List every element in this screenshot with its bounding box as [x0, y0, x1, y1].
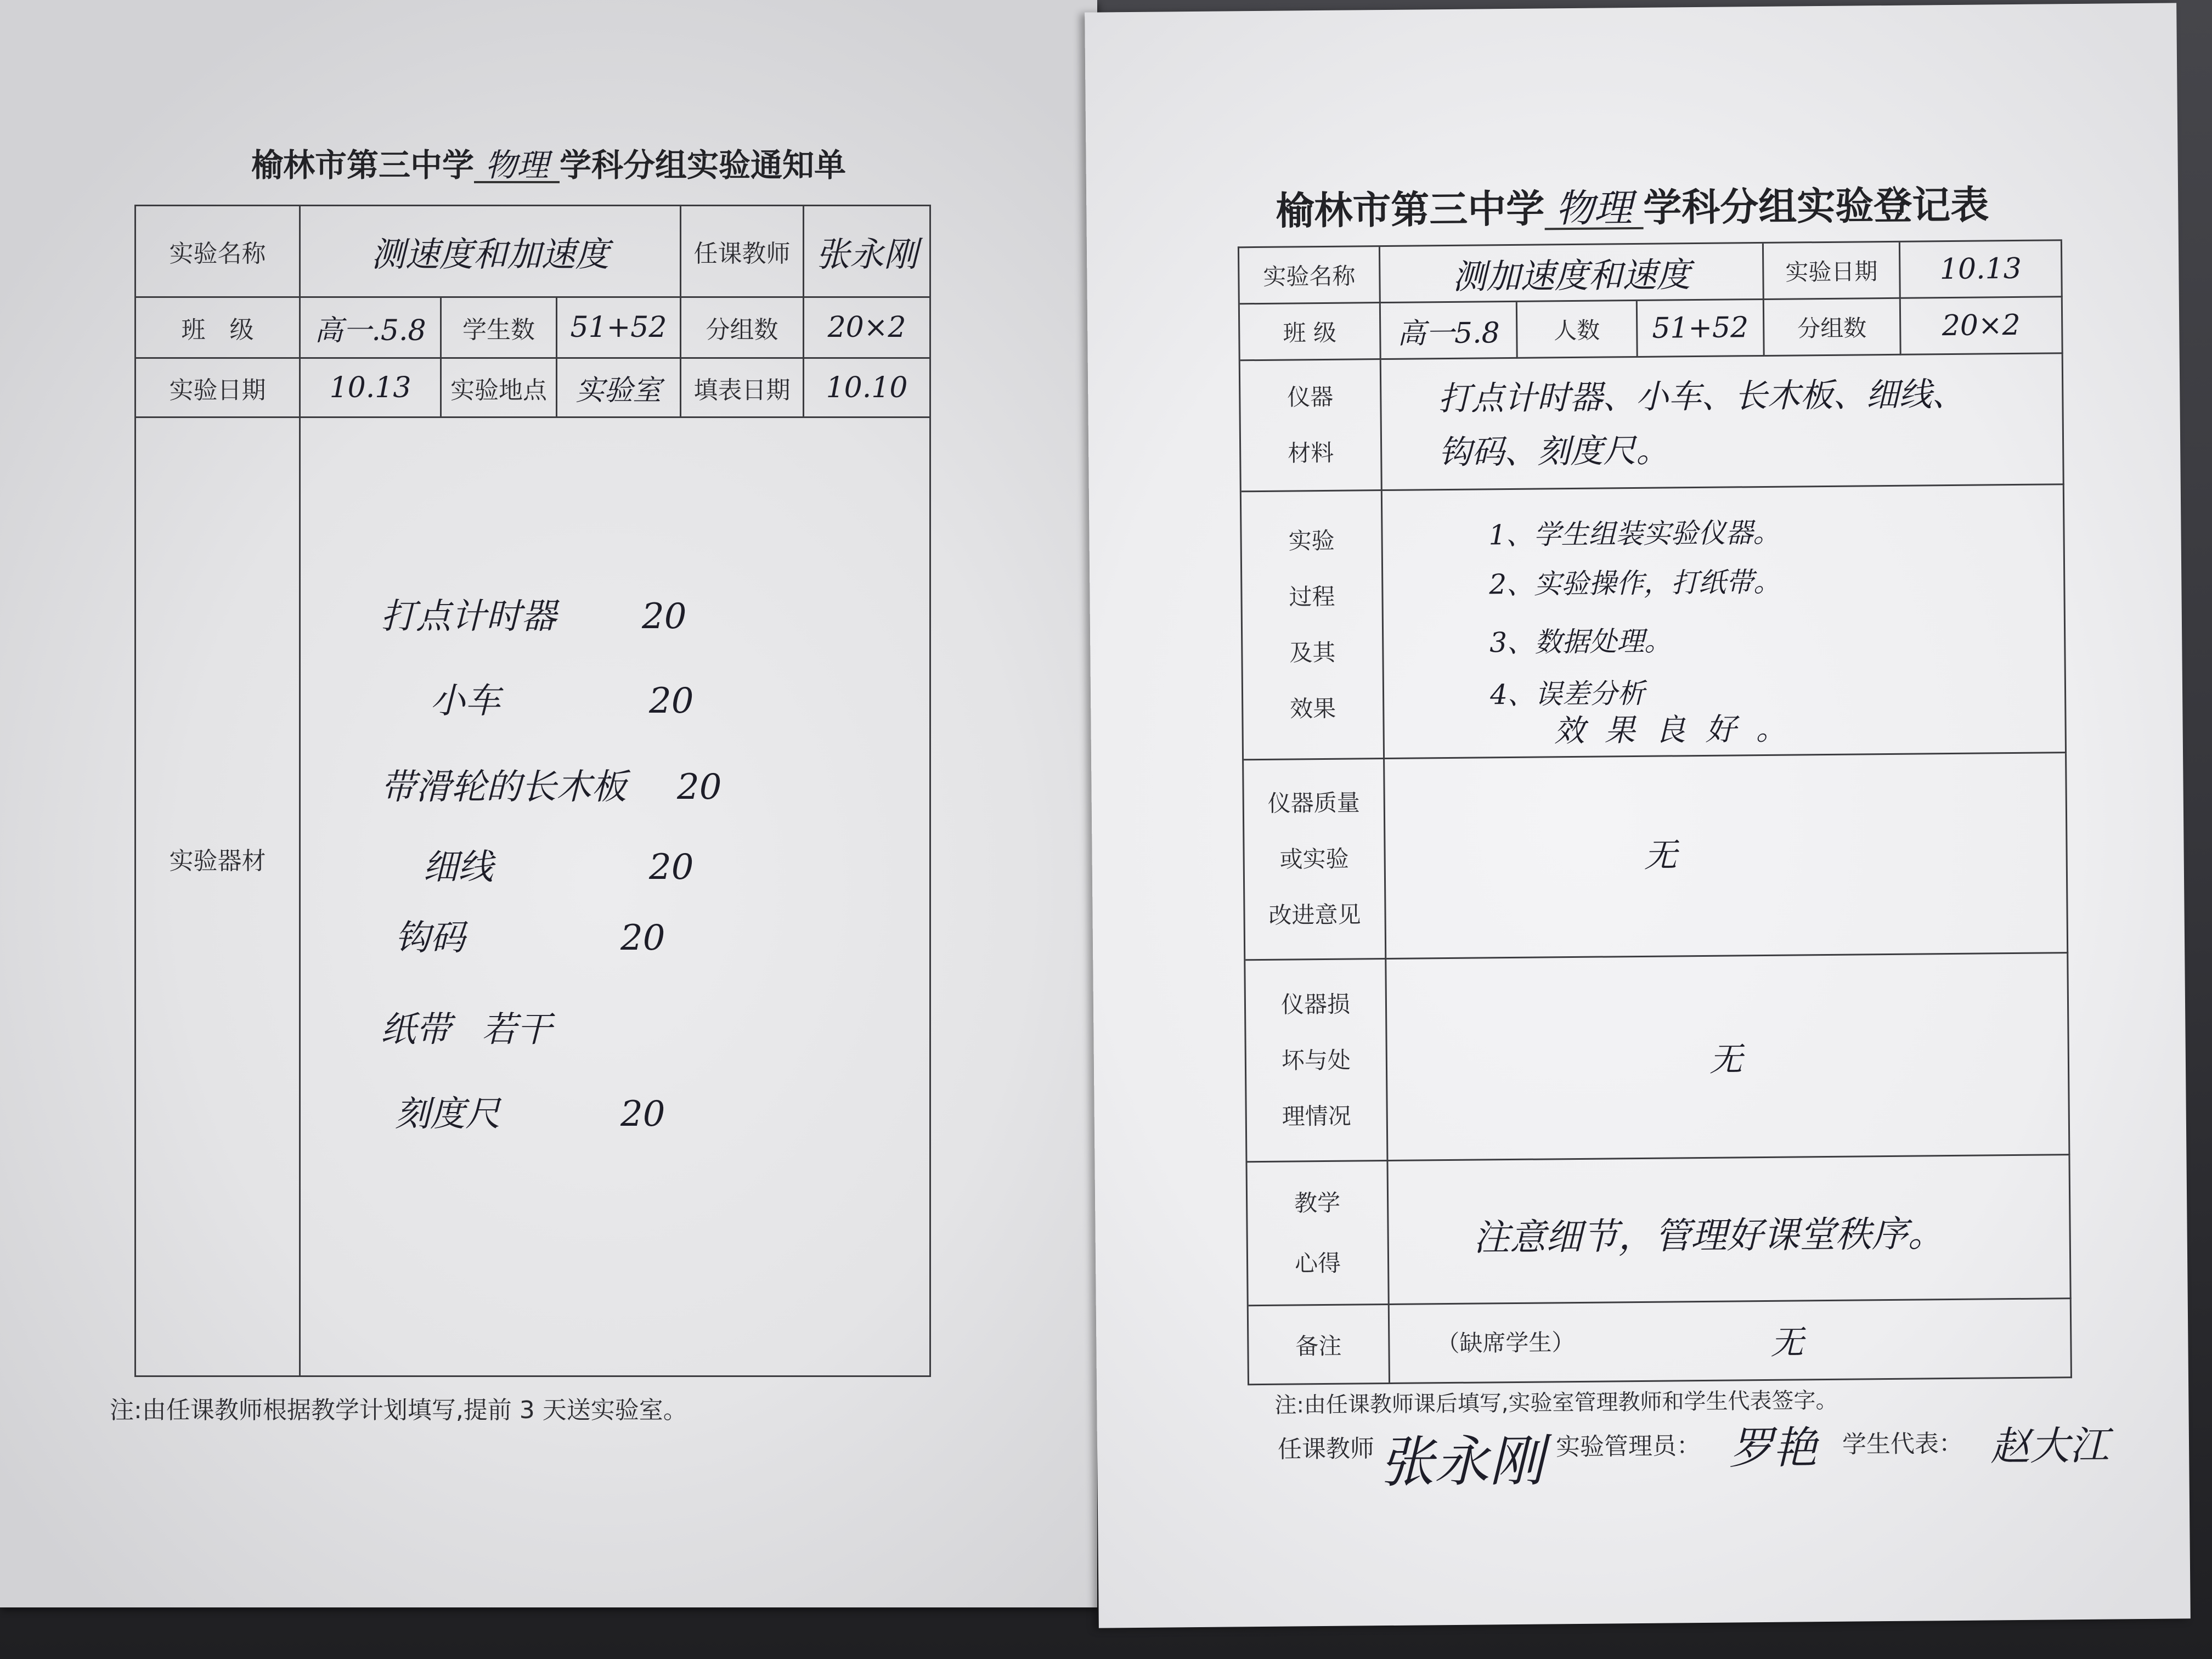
experiment-date-value: 10.13 [301, 359, 442, 418]
experiment-date-label: 实验日期 [136, 359, 301, 418]
reflection-label: 教学 心得 [1247, 1161, 1389, 1306]
equipment-name: 纸带 [381, 1009, 451, 1050]
equipment-qty: 20 [620, 1094, 665, 1135]
equipment-name: 细线 [423, 847, 493, 888]
equipment-name: 打点计时器 [381, 596, 556, 637]
experiment-place-value: 实验室 [557, 359, 681, 418]
admin-signature-label: 实验管理员： [1555, 1432, 1701, 1462]
students-label: 学生数 [442, 298, 557, 359]
notice-title [0, 146, 1097, 184]
admin-signature: 罗艳 [1729, 1422, 1818, 1474]
materials-label: 仪器 材料 [1240, 360, 1383, 492]
process-value [1383, 485, 2067, 759]
teacher-value: 张永刚 [804, 206, 931, 298]
equipment-name: 刻度尺 [395, 1094, 500, 1135]
experiment-name-label: 实验名称 [136, 206, 301, 298]
teacher-label: 任课教师 [681, 206, 804, 298]
notice-footnote: 注:由任课教师根据教学计划填写,提前 3 天送实验室。 [110, 1396, 687, 1424]
equipment-qty: 20 [677, 767, 722, 808]
process-line: 2、实验操作，打纸带。 [1489, 566, 1781, 601]
materials-line: 打点计时器、小车、长木板、细线、 [1438, 375, 1965, 419]
experiment-date-value: 10.13 [1900, 241, 2063, 299]
title-prefix: 榆林市第三中学 [251, 146, 474, 184]
groups-label: 分组数 [681, 298, 804, 359]
title-suffix: 学科分组实验通知单 [560, 146, 847, 184]
registration-footnote: 注:由任课教师课后填写,实验室管理教师和学生代表签字。 [1274, 1387, 1838, 1418]
title-prefix: 榆林市第三中学 [1276, 186, 1545, 234]
student-rep-signature-label: 学生代表： [1842, 1429, 1963, 1459]
process-line: 3、数据处理。 [1489, 625, 1672, 659]
students-value: 51+52 [557, 298, 681, 359]
fill-date-label: 填表日期 [681, 359, 804, 418]
materials-line: 钩码、刻度尺。 [1438, 431, 1669, 472]
class-value: 高一.5.8 [301, 298, 442, 359]
teacher-signature-label: 任课教师 [1277, 1435, 1375, 1464]
experiment-name-value: 测速度和加速度 [301, 206, 681, 298]
quality-value: 无 [1644, 836, 1677, 875]
equipment-label: 实验器材 [136, 418, 301, 1377]
equipment-qty: 20 [642, 596, 687, 637]
remarks-label: 备注 [1249, 1305, 1390, 1385]
materials-value [1381, 354, 2064, 491]
class-value: 高一5.8 [1381, 302, 1518, 360]
damage-value: 无 [1709, 1040, 1743, 1079]
damage-label: 仪器损 坏与处 理情况 [1245, 960, 1388, 1163]
equipment-qty: 若干 [482, 1009, 552, 1050]
process-line: 1、学生组装实验仪器。 [1488, 516, 1781, 551]
process-label: 实验 过程 及其 效果 [1242, 491, 1385, 760]
class-label: 班 级 [1240, 303, 1381, 361]
remarks-cell [1390, 1299, 2072, 1384]
equipment-qty: 20 [649, 681, 694, 721]
quality-cell [1385, 753, 2068, 960]
title-subject-handwritten: 物理 [1544, 189, 1644, 230]
equipment-name: 钩码 [395, 918, 465, 958]
groups-label: 分组数 [1764, 299, 1901, 357]
equipment-name: 小车 [430, 681, 500, 721]
headcount-label: 人数 [1517, 301, 1638, 359]
experiment-name-value: 测加速度和速度 [1380, 244, 1764, 303]
equipment-qty: 20 [649, 847, 694, 888]
registration-sheet [1085, 3, 2191, 1628]
headcount-value: 51+52 [1638, 300, 1765, 358]
experiment-name-label: 实验名称 [1239, 247, 1381, 304]
reflection-value: 注意细节，管理好课堂秩序。 [1473, 1212, 1945, 1259]
fill-date-value: 10.10 [804, 359, 931, 418]
registration-title [1086, 184, 2179, 234]
student-rep-signature: 赵大江 [1990, 1422, 2109, 1470]
notice-table [134, 205, 931, 1377]
remarks-absent-students-label: （缺席学生） [1436, 1329, 1575, 1357]
registration-table [1238, 239, 2072, 1385]
class-label: 班 级 [136, 298, 301, 359]
groups-value: 20×2 [1901, 297, 2063, 356]
remarks-value: 无 [1770, 1323, 1804, 1362]
equipment-qty: 20 [620, 918, 665, 958]
title-suffix: 学科分组实验登记表 [1643, 182, 1989, 230]
teacher-signature: 张永刚 [1379, 1429, 1544, 1495]
experiment-place-label: 实验地点 [442, 359, 557, 418]
equipment-list [301, 418, 931, 1377]
equipment-name: 带滑轮的长木板 [381, 767, 627, 808]
notice-sheet [0, 0, 1097, 1607]
process-line: 4、误差分析 [1489, 677, 1645, 711]
title-subject-handwritten: 物理 [474, 149, 560, 183]
quality-label: 仪器质量 或实验 改进意见 [1244, 759, 1386, 961]
damage-cell [1386, 953, 2070, 1161]
experiment-date-label: 实验日期 [1764, 242, 1901, 300]
process-result: 效果良好。 [1554, 711, 1807, 749]
reflection-cell [1388, 1155, 2071, 1305]
groups-value: 20×2 [804, 298, 931, 359]
